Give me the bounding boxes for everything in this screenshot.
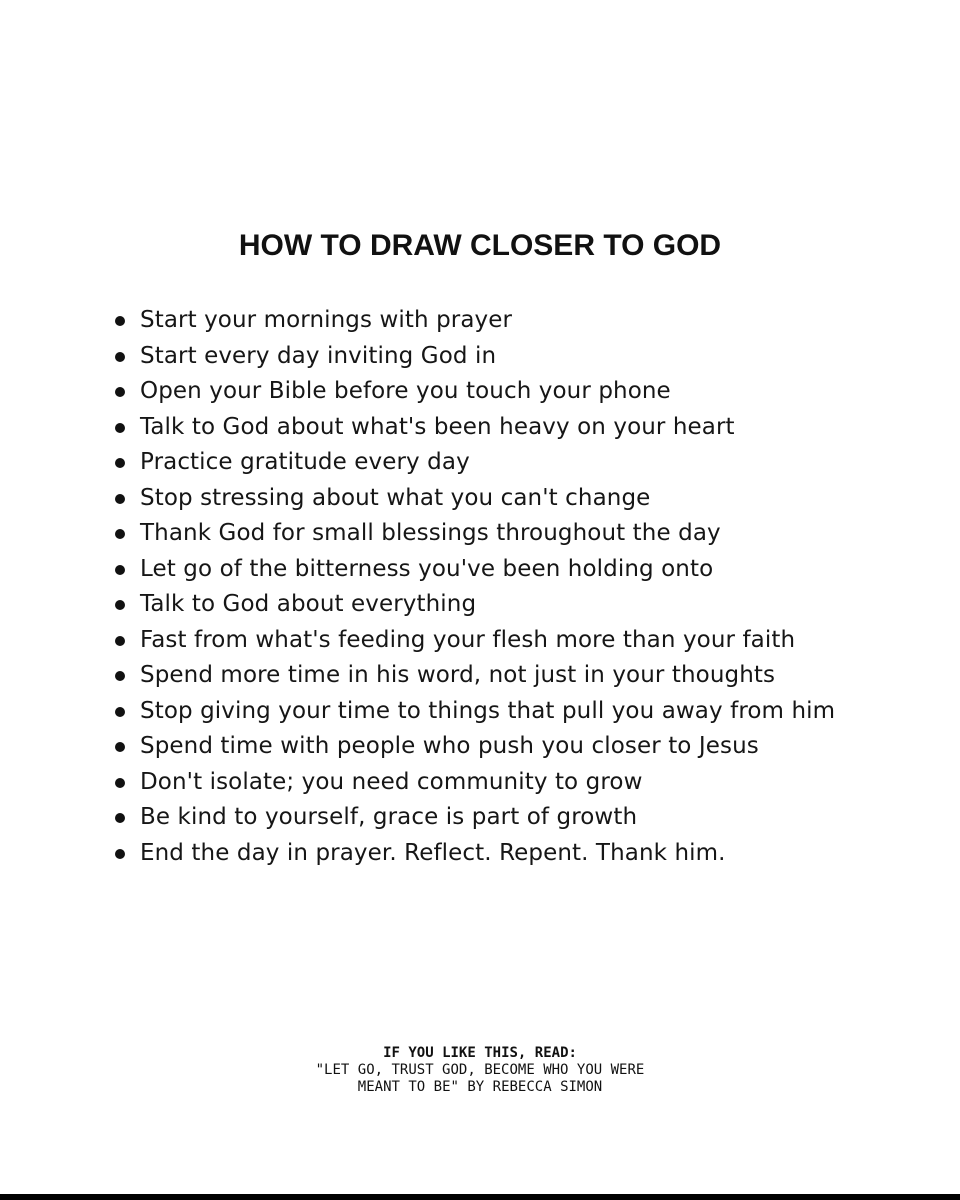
list-item-text: Talk to God about what's been heavy on your heart — [140, 413, 735, 440]
list-item — [112, 552, 852, 588]
list-item-text: Thank God for small blessings throughout the day — [140, 520, 721, 546]
bullet-icon — [115, 458, 125, 468]
bullet-icon — [115, 707, 125, 717]
bottom-divider — [0, 1194, 960, 1200]
list-item-text: End the day in prayer. Reflect. Repent. Thank him. — [140, 839, 726, 866]
list-item-text: Stop stressing about what you can't change — [140, 484, 651, 511]
list-item-text: Practice gratitude every day — [140, 449, 470, 475]
list-item-text: Spend time with people who push you closer to Jesus — [140, 733, 759, 759]
list-item — [112, 800, 852, 836]
tips-list — [112, 303, 852, 871]
bullet-icon — [115, 529, 125, 539]
bullet-icon — [115, 387, 125, 397]
list-item — [112, 623, 852, 659]
list-item — [112, 836, 852, 872]
bullet-icon — [115, 565, 125, 575]
list-item-text: Fast from what's feeding your flesh more than your faith — [140, 626, 796, 653]
list-item — [112, 303, 852, 339]
list-item — [112, 765, 852, 801]
list-item-text: Spend more time in his word, not just in your thoughts — [140, 662, 776, 688]
list-item-text: Don't isolate; you need community to grow — [140, 768, 643, 795]
list-item — [112, 516, 852, 552]
bullet-icon — [115, 494, 125, 504]
page-title: HOW TO DRAW CLOSER TO GOD — [238, 229, 722, 262]
list-item-text: Start your mornings with prayer — [140, 307, 513, 333]
bullet-icon — [115, 352, 125, 362]
list-item-text: Start every day inviting God in — [140, 342, 497, 369]
list-item — [112, 374, 852, 410]
list-item — [112, 410, 852, 446]
recommendation-title-line-1: "LET GO, TRUST GOD, BECOME WHO YOU WERE — [315, 1062, 645, 1078]
recommendation-title-line-2: MEANT TO BE" BY REBECCA SIMON — [357, 1079, 603, 1095]
bullet-icon — [115, 636, 125, 646]
list-item — [112, 694, 852, 730]
bullet-icon — [115, 671, 125, 681]
list-item — [112, 339, 852, 375]
bullet-icon — [115, 423, 125, 433]
list-item — [112, 658, 852, 694]
list-item — [112, 729, 852, 765]
bullet-icon — [115, 813, 125, 823]
bullet-icon — [115, 742, 125, 752]
list-item-text: Be kind to yourself, grace is part of growth — [140, 804, 638, 830]
list-item-text: Open your Bible before you touch your phone — [140, 378, 671, 404]
list-item-text: Talk to God about everything — [140, 591, 477, 617]
list-item — [112, 481, 852, 517]
bullet-icon — [115, 600, 125, 610]
bullet-icon — [115, 316, 125, 326]
book-recommendation — [0, 1044, 960, 1096]
recommendation-heading: IF YOU LIKE THIS, READ: — [383, 1045, 577, 1061]
list-item — [112, 445, 852, 481]
list-item-text: Stop giving your time to things that pull you away from him — [140, 697, 836, 724]
bullet-icon — [115, 849, 125, 859]
bullet-icon — [115, 778, 125, 788]
list-item-text: Let go of the bitterness you've been holding onto — [140, 555, 714, 582]
list-item — [112, 587, 852, 623]
